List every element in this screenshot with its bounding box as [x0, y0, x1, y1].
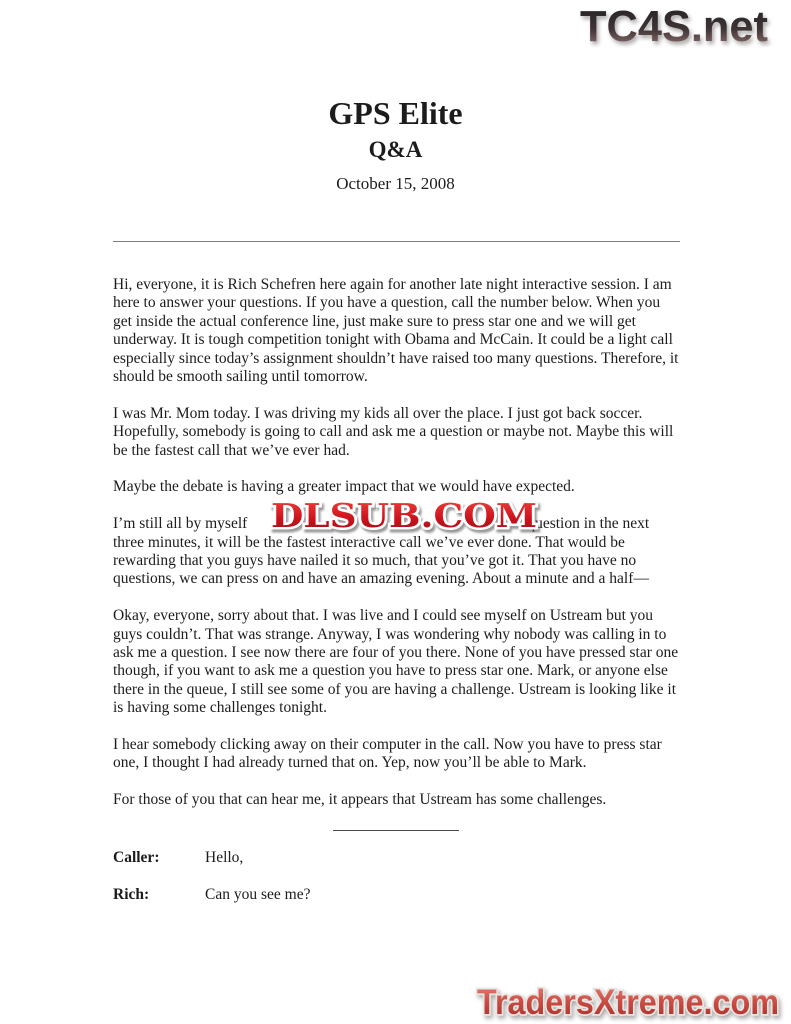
section-divider: [333, 830, 459, 831]
dialogue-row: [113, 849, 682, 867]
speaker-label: Caller:: [113, 849, 160, 866]
speaker-text: Hello,: [205, 849, 244, 866]
paragraph: Hi, everyone, it is Rich Schefren here again for another late night interactive session. I am here to answer your questions. If you have a question, call the number below. When you get inside the actual conference line, just make sure to press star one and we will get underway. It is tough competition tonight with Obama and McCain. It could be a light call especially since today’s assignment shouldn’t have raised too many questions. Therefore, it should be smooth sailing until tomorrow.: [113, 276, 679, 386]
tradersxtreme-logo-text: TradersXtreme.com: [477, 983, 779, 1022]
page-subtitle: Q&A: [368, 137, 423, 162]
horizontal-rule: [113, 241, 680, 242]
paragraph: I was Mr. Mom today. I was driving my kids all over the place. I just got back soccer. Hopefully, somebody is going to call and ask me a question or maybe not. Maybe this will be the fastest call that we’ve ever had.: [113, 404, 674, 459]
dialogue-row: [113, 886, 682, 904]
paragraph: three minutes, it will be the fastest interactive call we’ve ever done. That would be rewarding that you guys have nailed it so much, that you’ve got it. That you have no questions, we can press on and have an amazing evening. About a minute and a half—: [113, 533, 649, 588]
transcript-body: [113, 276, 682, 828]
dlsub-watermark-text: DLSUB.COM: [271, 496, 537, 536]
speaker-text: Can you see me?: [205, 885, 311, 903]
watermarked-paragraph: [113, 496, 682, 589]
paragraph: Okay, everyone, sorry about that. I was live and I could see myself on Ustream but you guys couldn’t. That was strange. Anyway, I was wondering why nobody was calling in to ask me a question. I see now there are four of you there. None of you have pressed star one though, if you want to ask me a question you have to press star one. Mark, or anyone else there in the queue, I still see some of you are having a challenge. Ustream is looking like it is having some challenges tonight.: [113, 607, 679, 717]
speaker-label: Rich:: [113, 885, 150, 903]
text-before-watermark: I’m still all by myself: [113, 515, 248, 533]
text-after-watermark: question in the next: [527, 515, 650, 533]
dialogue-section: [113, 849, 682, 923]
dlsub-watermark: [258, 494, 550, 538]
page-title: GPS Elite: [328, 95, 463, 131]
tradersxtreme-logo: [468, 978, 788, 1024]
paragraph: I hear somebody clicking away on their computer in the call. Now you have to press star one, I thought I had already turned that on. Yep, now you’ll be able to Mark.: [113, 736, 662, 772]
tc4s-logo: [562, 2, 786, 52]
paragraph: Maybe the debate is having a greater impact that we would have expected.: [113, 478, 575, 496]
paragraph: For those of you that can hear me, it appears that Ustream has some challenges.: [113, 791, 607, 809]
tc4s-logo-text: TC4S.net: [580, 2, 769, 51]
document-date: October 15, 2008: [336, 174, 455, 193]
